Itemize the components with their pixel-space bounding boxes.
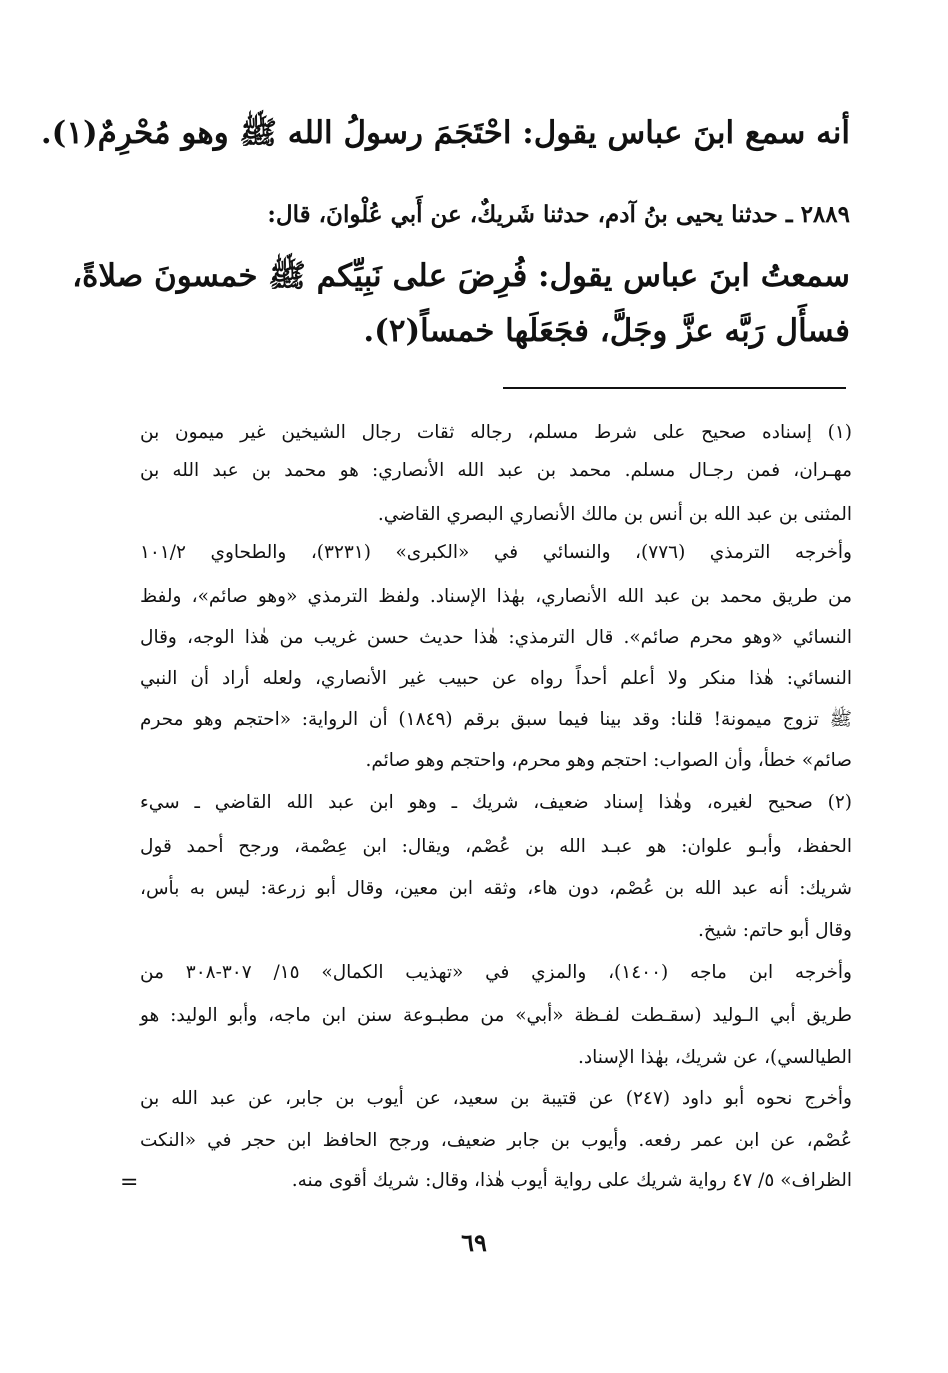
footnote-line: المثنى بن عبد الله بن أنس بن مالك الأنصاري البصري القاضي. xyxy=(377,504,852,525)
footnote-line: النسائي: هٰذا منكر ولا أعلم أحداً رواه عن حبيب غير الأنصاري، ولعله أراد أن النبي xyxy=(140,668,852,689)
footnote-line: وأخرج نحوه أبو داود (٢٤٧) عن قتيبة بن سعيد، عن أيوب بن جابر، عن عبد الله بن xyxy=(140,1088,852,1109)
main-text-line: ٢٨٨٩ ـ حدثنا يحيى بنُ آدم، حدثنا شَريكٌ، عن أَبي عُلْوانَ، قال: xyxy=(267,201,850,228)
footnote-line: الظراف» ٥/ ٤٧ رواية شريك على رواية أيوب هٰذا، وقال: شريك أقوى منه. xyxy=(291,1170,852,1191)
main-text-line: فسأَل رَبَّه عزَّ وجَلَّ، فجَعَلَها خمساً(٢). xyxy=(363,313,850,349)
footnote-divider xyxy=(503,387,846,389)
footnote-line: من طريق محمد بن عبد الله الأنصاري، بهٰذا الإسناد. ولفظ الترمذي «وهو صائم»، ولفظ xyxy=(140,586,852,607)
footnote-line: ﷺ تزوج ميمونة! قلنا: وقد بينا فيما سبق برقم (١٨٤٩) أن الرواية: «احتجم وهو محرم xyxy=(140,709,852,730)
footnote-line: صائم» خطأ، وأن الصواب: احتجم وهو محرم، واحتجم وهو صائم. xyxy=(365,750,852,771)
footnote-line: وقال أبو حاتم: شيخ. xyxy=(697,920,852,941)
footnote-line: عُصْم، عن ابن عمر رفعه. وأيوب بن جابر ضعيف، ورجح الحافظ ابن حجر في «النكت xyxy=(140,1130,852,1151)
footnote-line: وأخرجه الترمذي (٧٧٦)، والنسائي في «الكبرى» (٣٢٣١)، والطحاوي ١٠١/٢ xyxy=(140,542,852,563)
footnote-line: (٢) صحيح لغيره، وهٰذا إسناد ضعيف، شريك ـ وهو ابن عبد الله القاضي ـ سيء xyxy=(140,792,852,813)
continuation-mark: = xyxy=(120,1170,139,1195)
footnote-line: النسائي «وهو محرم صائم». قال الترمذي: هٰذا حديث حسن غريب من هٰذا الوجه، وقال xyxy=(140,627,852,648)
footnote-line: الطيالسي)، عن شريك، بهٰذا الإسناد. xyxy=(577,1047,852,1068)
footnote-line: (١) إسناده صحيح على شرط مسلم، رجاله ثقات رجال الشيخين غير ميمون بن xyxy=(140,422,852,443)
main-text-line: أنه سمع ابنَ عباس يقول: احْتَجَمَ رسولُ الله ﷺ وهو مُحْرِمٌ(١). xyxy=(40,115,850,151)
footnote-line: شريك: أنه عبد الله بن عُصْم، دون هاء، وثقه ابن معين، وقال أبو زرعة: ليس به بأس، xyxy=(140,878,852,899)
page-number: ٦٩ xyxy=(461,1228,487,1257)
footnote-line: الحفظ، وأبـو علوان: هو عبـد الله بن عُصْم، ويقال: ابن عِصْمة، ورجح أحمد قول xyxy=(140,836,852,857)
footnote-line: مهـران، فمن رجـال مسلم. محمد بن عبد الله الأنصاري: هو محمد بن عبد الله بن xyxy=(140,460,852,481)
footnote-line: وأخرجه ابن ماجه (١٤٠٠)، والمزي في «تهذيب الكمال» ١٥/ ٣٠٧-٣٠٨ من xyxy=(140,962,852,983)
footnote-line: طريق أبي الـوليد (سقـطت لفـظة «أبي» من مطبـوعة سنن ابن ماجه، وأبو الوليد: هو xyxy=(140,1005,852,1026)
main-text-line: سمعتُ ابنَ عباس يقول: فُرِضَ على نَبِيِّكم ﷺ خمسونَ صلاةً، xyxy=(72,258,850,294)
